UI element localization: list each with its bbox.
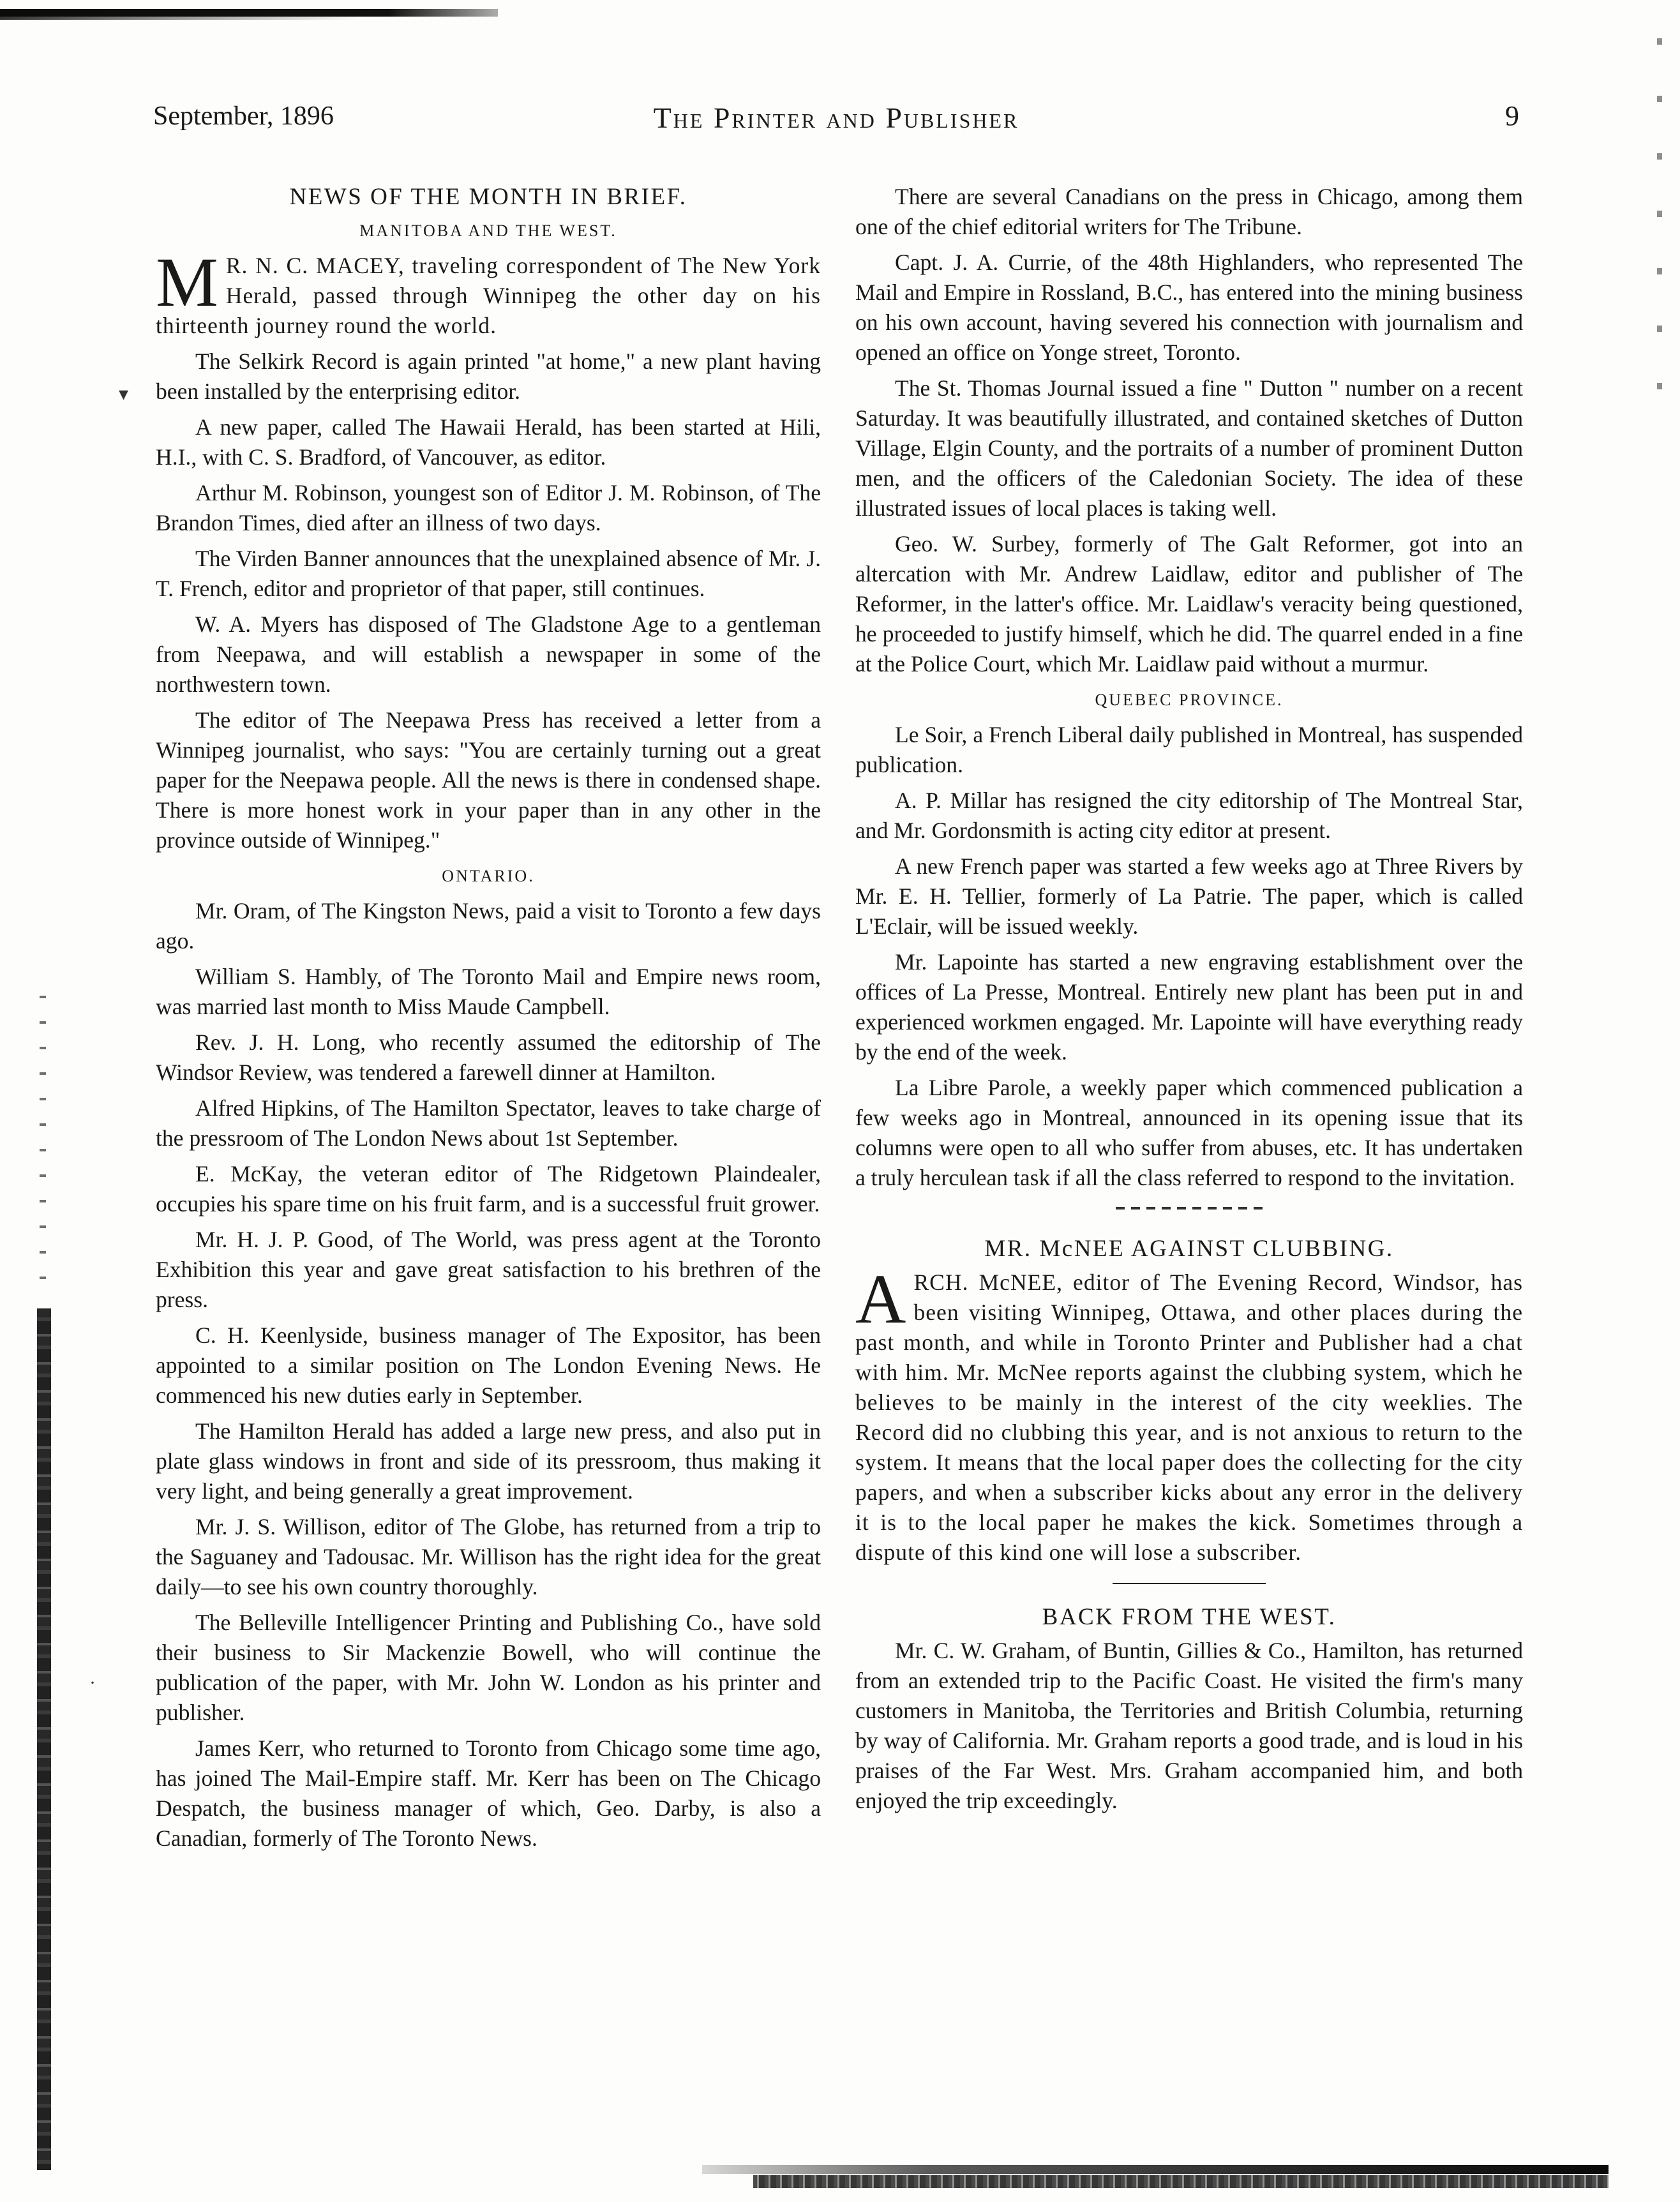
section-heading: BACK FROM THE WEST. [1042, 1604, 1337, 1630]
article-paragraph [156, 243, 821, 341]
publication-title: The Printer and Publisher [653, 101, 1019, 134]
drop-cap: A [855, 1260, 906, 1338]
right-column [855, 182, 1523, 1822]
scan-edge-right [1657, 38, 1662, 421]
article-paragraph: C. H. Keenlyside, business manager of The Expositor, has been appointed to a similar position on The London Evening News. He commenced his new duties early in September. [156, 1322, 821, 1408]
issue-date: September, 1896 [153, 101, 334, 131]
article-paragraph: Alfred Hipkins, of The Hamilton Spectator, leaves to take charge of the pressroom of The London News about 1st September. [156, 1095, 821, 1151]
scan-edge-top-shadow [0, 17, 357, 20]
stray-mark: · [89, 1672, 96, 1693]
article-paragraph: Le Soir, a French Liberal daily published in Montreal, has suspended publication. [855, 722, 1523, 777]
section-divider [1116, 1207, 1263, 1210]
article-paragraph: William S. Hambly, of The Toronto Mail and Empire news room, was married last month to Miss Maude Campbell. [156, 964, 821, 1019]
article-paragraph: The St. Thomas Journal issued a fine " Dutton " number on a recent Saturday. It was beautifully illustrated, and contained sketches of Dutton Village, Elgin County, and the portraits of a number of prominent Dutton men, and the officers of the Caledonian Society. The idea of these illustrated issues of local places is taking well. [855, 375, 1523, 521]
subsection-heading: MANITOBA AND THE WEST. [359, 221, 617, 240]
article-paragraph: The Belleville Intelligencer Printing and Publishing Co., have sold their business to Sir Mackenzie Bowell, who will continue the publication of the paper, with Mr. John W. London as his printer and publisher. [156, 1610, 821, 1725]
page-number: 9 [1505, 100, 1519, 131]
article-paragraph: Mr. H. J. P. Good, of The World, was press agent at the Toronto Exhibition this year and gave great satisfaction to his brethren of the press. [156, 1227, 821, 1312]
paragraph-text: R. N. C. MACEY, traveling correspondent of The New York Herald, passed through Winnipeg the other day on his thirteenth journey round the world. [156, 253, 821, 338]
article-paragraph: There are several Canadians on the press in Chicago, among them one of the chief editorial writers for The Tribune. [855, 184, 1523, 239]
running-header [153, 101, 1519, 139]
article-paragraph: La Libre Parole, a weekly paper which commenced publication a few weeks ago in Montreal, announced in its opening issue that its columns were open to all who suffer from abuses, etc. It has undertaken a truly herculean task if all the class referred to respond to the invitation. [855, 1075, 1523, 1190]
article-paragraph: Mr. J. S. Willison, editor of The Globe, has returned from a trip to the Saguaney and Tadousac. Mr. Willison has the right idea for the great daily—to see his own country thoroughly. [156, 1514, 821, 1599]
subsection-heading: QUEBEC PROVINCE. [1095, 691, 1284, 709]
stray-mark: ▾ [119, 384, 129, 405]
paragraph-text: RCH. McNEE, editor of The Evening Record, Windsor, has been visiting Winnipeg, Ottawa, and other places during the past month, and while in Toronto Printer and Publisher had a chat with him. Mr. McNee reports against the clubbing system, which he believes to be mainly in the interest of the city weeklies. The Record did no clubbing this year, and is not anxious to return to the system. It means that the local paper does the collecting for the city papers, and when a subscriber kicks about any error in the delivery it is to the local paper he makes the kick. Sometimes through a dispute of this kind one will lose a subscriber. [855, 1270, 1523, 1565]
article-paragraph: Rev. J. H. Long, who recently assumed the editorship of The Windsor Review, was tendered a farewell dinner at Hamilton. [156, 1030, 821, 1085]
article-paragraph: The Hamilton Herald has added a large new press, and also put in plate glass windows in front and side of its pressroom, thus making it very light, and being generally a great improvement. [156, 1418, 821, 1504]
article-paragraph: Capt. J. A. Currie, of the 48th Highlanders, who represented The Mail and Empire in Rossland, B.C., has entered into the mining business on his own account, having severed his connection with journalism and opened an office on Yonge street, Toronto. [855, 250, 1523, 365]
article-paragraph: The Virden Banner announces that the unexplained absence of Mr. J. T. French, editor and proprietor of that paper, still continues. [156, 546, 821, 601]
article-paragraph: Geo. W. Surbey, formerly of The Galt Reformer, got into an altercation with Mr. Andrew Laidlaw, editor and publisher of The Reformer, in the latter's office. Mr. Laidlaw's veracity being questioned, he proceeded to justify himself, which he did. The quarrel ended in a fine at the Police Court, which Mr. Laidlaw paid without a murmur. [855, 531, 1523, 677]
scan-edge-bottom-texture [753, 2175, 1609, 2188]
section-divider [1113, 1583, 1266, 1584]
drop-cap: M [156, 243, 218, 321]
section-heading: MR. McNEE AGAINST CLUBBING. [984, 1236, 1394, 1262]
left-column [156, 182, 821, 1859]
scan-edge-left [37, 1308, 51, 2170]
article-paragraph [855, 1260, 1523, 1568]
section-heading: NEWS OF THE MONTH IN BRIEF. [289, 184, 687, 210]
article-paragraph: E. McKay, the veteran editor of The Ridgetown Plaindealer, occupies his spare time on his fruit farm, and is a successful fruit grower. [156, 1161, 821, 1217]
article-paragraph: A. P. Millar has resigned the city editorship of The Montreal Star, and Mr. Gordonsmith is acting city editor at present. [855, 788, 1523, 843]
article-paragraph: James Kerr, who returned to Toronto from Chicago some time ago, has joined The Mail-Empire staff. Mr. Kerr has been on The Chicago Despatch, the business manager of which, Geo. Darby, is also a Canadian, formerly of The Toronto News. [156, 1735, 821, 1851]
article-paragraph: The editor of The Neepawa Press has received a letter from a Winnipeg journalist, who says: "You are certainly turning out a great paper for the Neepawa people. All the news is there in condensed shape. There is more honest work in your paper than in any other in the province outside of Winnipeg." [156, 707, 821, 853]
article-paragraph: Arthur M. Robinson, youngest son of Editor J. M. Robinson, of The Brandon Times, died after an illness of two days. [156, 480, 821, 536]
article-paragraph: A new French paper was started a few weeks ago at Three Rivers by Mr. E. H. Tellier, formerly of La Patrie. The paper, which is called L'Eclair, will be issued weekly. [855, 853, 1523, 939]
article-paragraph: The Selkirk Record is again printed "at home," a new plant having been installed by the enterprising editor. [156, 348, 821, 404]
article-paragraph: Mr. Lapointe has started a new engraving establishment over the offices of La Presse, Montreal. Entirely new plant has been put in and experienced workmen engaged. Mr. Lapointe will have everything ready by the end of the week. [855, 949, 1523, 1065]
article-paragraph: Mr. Oram, of The Kingston News, paid a visit to Toronto a few days ago. [156, 898, 821, 954]
scan-edge-bottom [702, 2165, 1609, 2174]
article-paragraph: Mr. C. W. Graham, of Buntin, Gillies & Co., Hamilton, has returned from an extended trip to the Pacific Coast. He visited the firm's many customers in Manitoba, the Territories and British Columbia, returning by way of California. Mr. Graham reports a good trade, and is loud in his praises of the Far West. Mrs. Graham accompanied him, and both enjoyed the trip exceedingly. [855, 1638, 1523, 1813]
scan-edge-top [0, 9, 498, 17]
article-paragraph: A new paper, called The Hawaii Herald, has been started at Hili, H.I., with C. S. Bradford, of Vancouver, as editor. [156, 414, 821, 470]
scan-edge-left-faint [40, 996, 46, 1289]
article-paragraph: W. A. Myers has disposed of The Gladstone Age to a gentleman from Neepawa, and will establish a newspaper in some of the northwestern town. [156, 611, 821, 697]
subsection-heading: ONTARIO. [442, 867, 535, 885]
